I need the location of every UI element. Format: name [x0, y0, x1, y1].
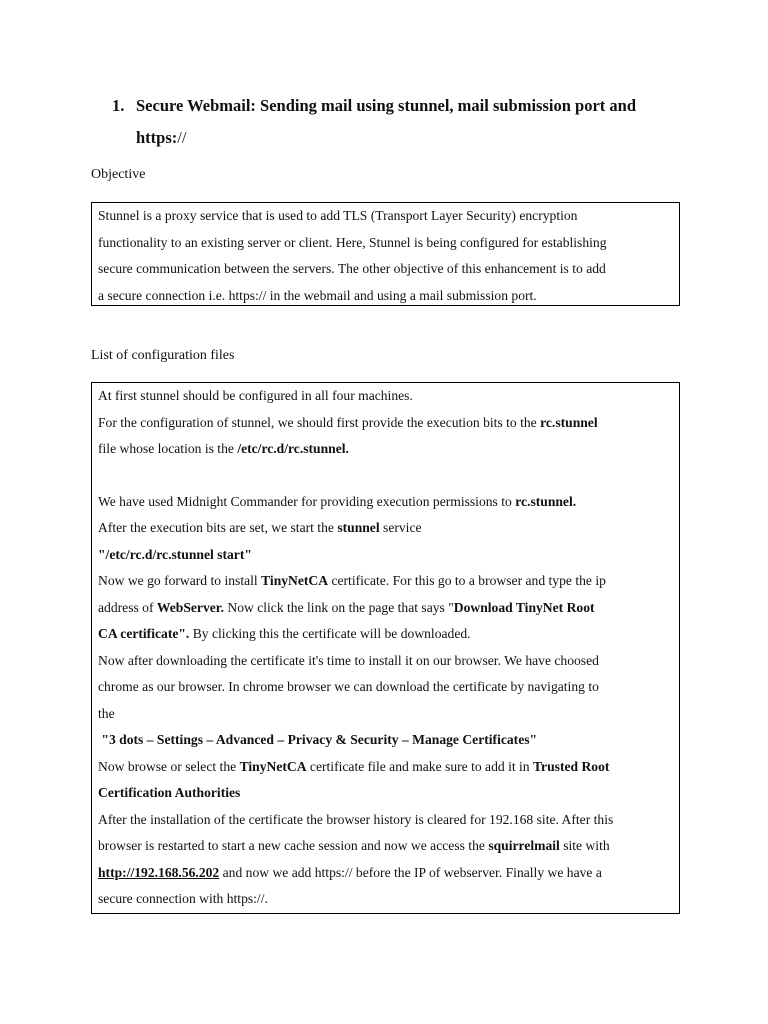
config-line [98, 383, 673, 410]
config-text: At first stunnel should be configured in all four machines. [98, 388, 413, 403]
config-text: By clicking this the certificate will be downloaded. [189, 626, 471, 641]
blank-line [98, 463, 673, 489]
config-line [98, 489, 673, 516]
config-text: Now we go forward to install [98, 573, 262, 588]
config-text: browser is restarted to start a new cache session and now we access the [98, 838, 489, 853]
config-text: Now click the link on the page that says " [223, 599, 454, 615]
config-line: chrome as our browser. In chrome browser we can download the certificate by navigating to [98, 679, 599, 694]
config-text: Now browse or select the [98, 758, 240, 774]
section-number: 1. [112, 96, 125, 115]
config-bold-text: rc.stunnel [540, 414, 598, 430]
section-title [112, 90, 682, 154]
objective-label: Objective [91, 167, 146, 182]
config-line: secure connection with https://. [98, 891, 268, 906]
config-line [98, 595, 673, 622]
objective-line: Stunnel is a proxy service that is used to add TLS (Transport Layer Security) encryption [98, 208, 578, 223]
config-text: and now we add https:// before the IP of webserver. Finally we have a [219, 864, 602, 880]
config-line [98, 410, 673, 437]
config-text: certificate. For this go to a browser and type the ip [328, 573, 606, 588]
config-text: After the execution bits are set, we start the [98, 520, 338, 535]
config-bold-text: TinyNetCA [239, 758, 307, 774]
objective-line: secure communication between the servers. The other objective of this enhancement is to add [98, 261, 606, 277]
section-title-bold: Secure Webmail: Sending mail using stunnel, mail submission port and https: [136, 96, 637, 147]
config-text: certificate file and make sure to add it in [306, 758, 533, 774]
config-line: the [98, 705, 115, 721]
config-line: After the installation of the certificate the browser history is cleared for 192.168 site. After this [98, 811, 614, 827]
config-line [98, 860, 673, 887]
objective-box [91, 202, 680, 306]
config-bold-text: rc.stunnel. [515, 493, 577, 509]
objective-line: functionality to an existing server or client. Here, Stunnel is being configured for establishing [98, 234, 607, 250]
section-title-rest: // [177, 128, 187, 147]
config-text: site with [559, 838, 610, 853]
section-heading [112, 90, 682, 154]
config-box [91, 382, 680, 914]
config-line [98, 754, 673, 781]
config-line [98, 568, 673, 595]
config-line [98, 436, 673, 463]
config-line [98, 515, 673, 542]
config-bold-text: Download TinyNet Root [453, 599, 595, 615]
config-bold-text: WebServer. [156, 599, 224, 615]
config-bold-text: Trusted Root [533, 758, 610, 774]
config-text: For the configuration of stunnel, we should first provide the execution bits to the [98, 414, 541, 430]
config-text: file whose location is the [98, 441, 238, 456]
config-line [98, 621, 673, 648]
config-bold-text: /etc/rc.d/rc.stunnel. [237, 441, 349, 456]
config-bold-text: squirrelmail [488, 838, 560, 853]
config-bold-text: CA certificate". [98, 626, 190, 641]
config-bold-text: Certification Authorities [98, 785, 241, 800]
config-line: Now after downloading the certificate it's time to install it on our browser. We have choosed [98, 652, 599, 668]
webserver-link[interactable]: http://192.168.56.202 [98, 864, 220, 880]
config-text: service [379, 520, 422, 535]
objective-line: a secure connection i.e. https:// in the webmail and using a mail submission port. [98, 288, 537, 304]
config-bold-text: stunnel [337, 520, 380, 535]
config-command: "/etc/rc.d/rc.stunnel start" [98, 546, 252, 562]
config-navigation-path: "3 dots – Settings – Advanced – Privacy & Security – Manage Certificates" [98, 732, 538, 747]
config-text: We have used Midnight Commander for providing execution permissions to [98, 493, 516, 509]
config-line [98, 833, 673, 860]
config-files-label: List of configuration files [91, 348, 235, 363]
config-text: address of [98, 599, 157, 615]
config-bold-text: TinyNetCA [261, 573, 329, 588]
